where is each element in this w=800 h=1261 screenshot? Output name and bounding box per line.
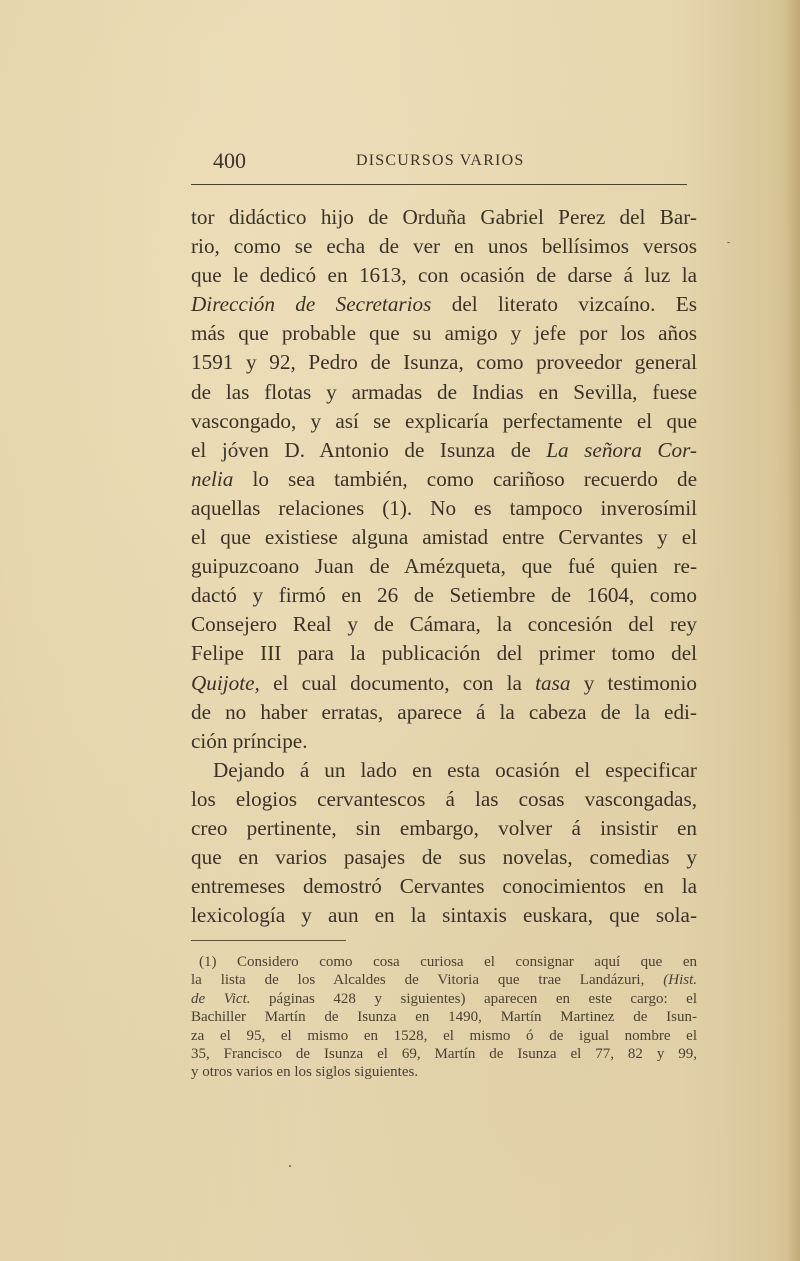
text-run: tor didáctico hijo de Orduña Gabriel Perez del Bar- (191, 205, 697, 229)
text-line (191, 814, 697, 843)
text-run: entremeses demostró Cervantes conocimientos en la (191, 874, 697, 899)
text-line (191, 698, 697, 727)
text-line (191, 290, 697, 319)
text-run: lo sea también, como cariñoso recuerdo de (233, 466, 697, 491)
text-run: y otros varios en los siglos siguientes. (191, 1064, 419, 1081)
paper-speck (727, 242, 730, 243)
text-run: ción príncipe. (191, 728, 308, 753)
text-run: Dejando á un lado en esta ocasión el especificar (213, 757, 697, 782)
italic-text: Quijote, (191, 670, 260, 695)
text-line (191, 378, 697, 407)
text-line (191, 872, 697, 901)
text-run: de no haber erratas, aparece á la cabeza de la edi- (191, 699, 697, 724)
text-line (191, 261, 697, 290)
text-line (191, 465, 697, 494)
text-line (191, 436, 697, 465)
footnote (191, 953, 697, 1082)
text-line (191, 581, 697, 610)
text-line (191, 610, 697, 639)
text-line (191, 348, 697, 377)
text-line (191, 727, 697, 756)
text-line (191, 843, 697, 872)
footnote-line (191, 953, 697, 971)
text-run: Felipe III para la publicación del primer tomo del (191, 641, 697, 666)
italic-text: nelia (191, 466, 234, 491)
footnote-rule (191, 940, 346, 941)
italic-text: La señora Cor- (546, 437, 697, 462)
text-run: páginas 428 y siguientes) aparecen en este cargo: el (250, 990, 697, 1007)
text-run: el cual documento, con la (259, 670, 536, 695)
text-line (191, 407, 697, 436)
text-run: de las flotas y armadas de Indias en Sevilla, fuese (191, 379, 697, 404)
text-run: el jóven D. Antonio de Isunza de (191, 437, 547, 462)
text-line (191, 523, 697, 552)
page-edge-shadow (786, 0, 800, 1261)
text-run: más que probable que su amigo y jefe por los años (191, 321, 697, 346)
text-run: la lista de los Alcaldes de Vitoria que trae Landázuri, (191, 972, 664, 989)
text-run: lexicología y aun en la sintaxis euskara, que sola- (191, 903, 697, 928)
text-run: Bachiller Martín de Isunza en 1490, Martín Martinez de Isun- (191, 1009, 697, 1026)
text-run: 35, Francisco de Isunza el 69, Martín de Isunza el 77, 82 y 99, (191, 1046, 697, 1063)
text-line (191, 319, 697, 348)
text-run: (1) Considero como cosa curiosa el consignar aquí que en (199, 954, 697, 970)
header-rule (191, 184, 687, 185)
footnote-line (191, 1008, 697, 1026)
footnote-line (191, 1045, 697, 1063)
text-line (191, 552, 697, 581)
text-run: guipuzcoano Juan de Amézqueta, que fué quien re- (191, 554, 697, 579)
paper-speck (289, 1165, 291, 1167)
page-header (213, 148, 693, 178)
text-run: Consejero Real y de Cámara, la concesión del rey (191, 612, 697, 637)
text-line (191, 494, 697, 523)
text-run: que le dedicó en 1613, con ocasión de darse á luz la (191, 263, 697, 288)
italic-text: Dirección de Secretarios (191, 292, 432, 317)
text-run: vascongado, y así se explicaría perfectamente el que (191, 408, 697, 433)
italic-text: de Vict. (191, 990, 251, 1007)
text-run: y testimonio (570, 670, 697, 695)
italic-text: tasa (535, 670, 571, 695)
footnote-line (191, 990, 697, 1008)
text-line (191, 203, 697, 232)
text-line (191, 756, 697, 785)
text-run: rio, como se echa de ver en unos bellísimos versos (191, 234, 697, 259)
footnote-line (191, 1063, 697, 1081)
italic-text: (Hist. (663, 972, 697, 989)
text-line (191, 232, 697, 261)
text-line (191, 901, 697, 930)
text-run: que en varios pasajes de sus novelas, comedias y (191, 845, 697, 870)
footnote-line (191, 971, 697, 989)
text-line (191, 785, 697, 814)
text-line (191, 639, 697, 668)
text-run: los elogios cervantescos á las cosas vascongadas, (191, 786, 697, 811)
text-run: za el 95, el mismo en 1528, el mismo ó de igual nombre el (191, 1027, 697, 1044)
text-run: dactó y firmó en 26 de Setiembre de 1604, como (191, 583, 697, 608)
text-run: del literato vizcaíno. Es (431, 292, 697, 317)
text-run: aquellas relaciones (1). No es tampoco inverosímil (191, 495, 697, 520)
main-text (191, 203, 697, 930)
text-run: 1591 y 92, Pedro de Isunza, como proveedor general (191, 350, 697, 375)
running-head: DISCURSOS VARIOS (356, 152, 525, 169)
footnote-line (191, 1027, 697, 1045)
text-run: creo pertinente, sin embargo, volver á insistir en (191, 815, 697, 840)
page-number: 400 (213, 148, 246, 173)
text-line (191, 669, 697, 698)
text-run: el que existiese alguna amistad entre Cervantes y el (191, 525, 697, 550)
